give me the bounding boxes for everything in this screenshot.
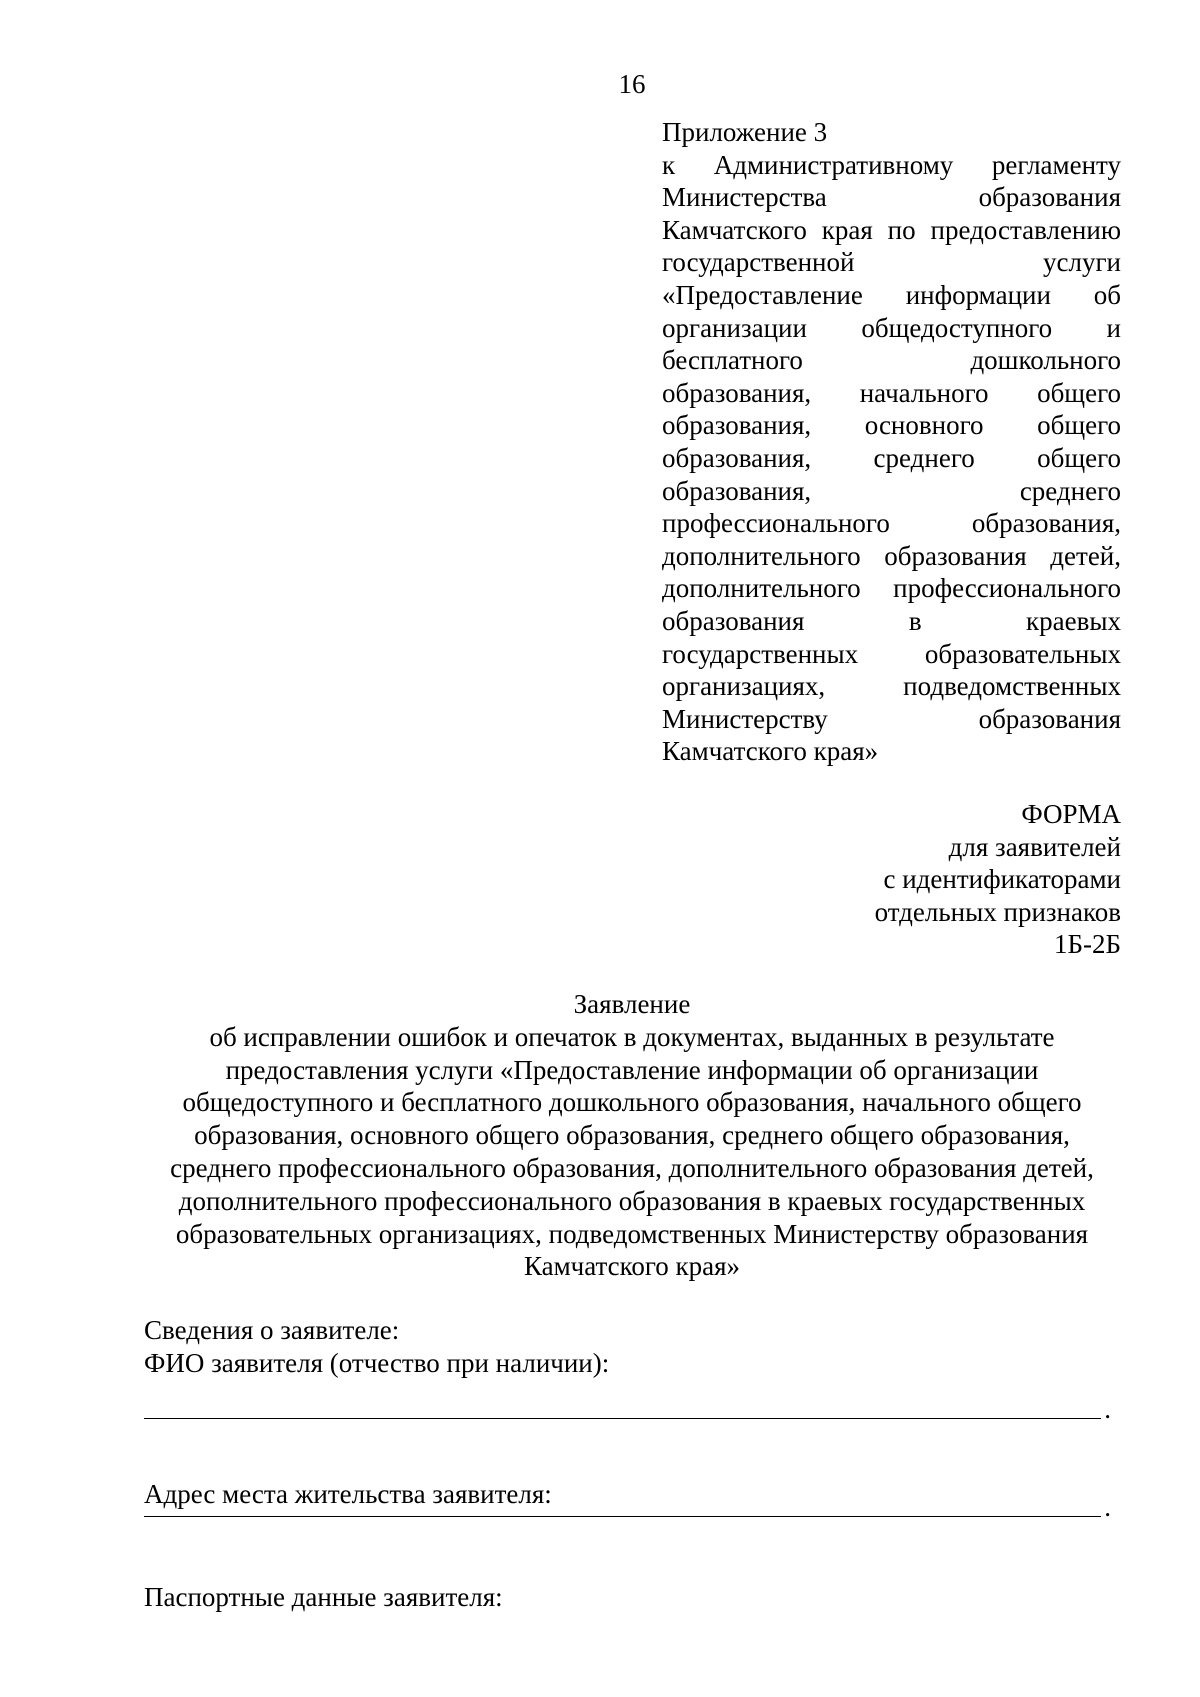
appendix-line: организациях, подведомственных (662, 671, 1121, 702)
statement-title: Заявление (573, 989, 691, 1019)
appendix-block (662, 116, 1121, 768)
appendix-line: образования, среднего общего (662, 442, 1121, 473)
address-fill-line-2[interactable] (144, 1491, 1111, 1521)
fio-line-end: . (1104, 1394, 1111, 1424)
statement-block (100, 988, 1164, 1283)
appendix-line: образования, среднего (662, 475, 1121, 506)
appendix-line: «Предоставление информации об (662, 279, 1121, 310)
appendix-line: государственной услуги (662, 247, 1121, 278)
appendix-line: бесплатного дошкольного (662, 345, 1121, 376)
statement-line: образования, основного общего образования, среднего общего образования, (194, 1120, 1070, 1151)
appendix-line: профессионального образования, (662, 508, 1121, 539)
statement-subtitle (100, 1021, 1164, 1283)
appendix-line: Приложение 3 (662, 117, 828, 147)
appendix-line: образования, основного общего (662, 410, 1121, 441)
form-label-line: 1Б-2Б (1054, 929, 1121, 960)
statement-line: общедоступного и бесплатного дошкольного образования, начального общего (182, 1087, 1082, 1118)
appendix-line: образования, начального общего (662, 377, 1121, 408)
form-label-line: отдельных признаков (874, 896, 1121, 927)
appendix-line: Камчатского края по предоставлению (662, 214, 1121, 245)
statement-line: среднего профессионального образования, дополнительного образования детей, (170, 1152, 1094, 1183)
form-title: ФОРМА (1021, 799, 1121, 829)
appendix-line: Министерству образования (662, 703, 1121, 734)
fio-fill-line[interactable] (144, 1393, 1111, 1423)
fio-underline (144, 1418, 1101, 1419)
page-number: 16 (618, 69, 646, 99)
applicant-section-heading: Сведения о заявителе: (144, 1315, 400, 1345)
appendix-line: к Административному регламенту (662, 149, 1121, 180)
applicant-fio-label: ФИО заявителя (отчество при наличии): (144, 1347, 610, 1378)
appendix-line: Камчатского края» (662, 736, 879, 767)
address-underline (144, 1516, 1101, 1517)
form-label-block (875, 798, 1121, 961)
appendix-line: дополнительного образования детей, (662, 540, 1121, 571)
appendix-line: Министерства образования (662, 182, 1121, 213)
statement-line: предоставления услуги «Предоставление информации об организации (225, 1054, 1039, 1085)
applicant-passport-label: Паспортные данные заявителя: (144, 1582, 503, 1612)
appendix-line: дополнительного профессионального (662, 573, 1121, 604)
statement-line: Камчатского края» (523, 1251, 741, 1282)
applicant-section (144, 1314, 1124, 1379)
form-label-line: с идентификаторами (883, 864, 1121, 895)
form-label-line: для заявителей (948, 831, 1121, 862)
appendix-line: образования в краевых (662, 605, 1121, 636)
appendix-line: государственных образовательных (662, 638, 1121, 669)
statement-line: об исправлении ошибок и опечаток в документах, выданных в результате (209, 1021, 1055, 1052)
appendix-line: организации общедоступного и (662, 312, 1121, 343)
statement-line: образовательных организациях, подведомственных Министерству образования (175, 1218, 1089, 1249)
address-line-end: . (1104, 1492, 1111, 1522)
applicant-address-label: Адрес места жительства заявителя: (144, 1479, 552, 1509)
statement-line: дополнительного профессионального образования в краевых государственных (178, 1185, 1086, 1216)
